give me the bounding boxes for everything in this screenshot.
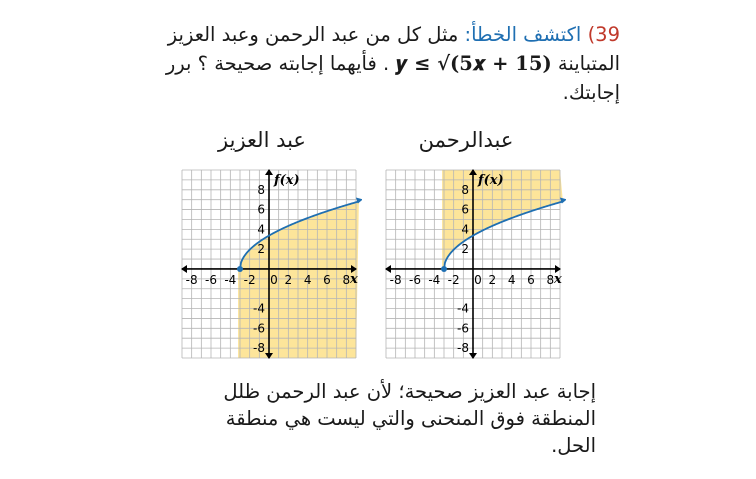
problem-statement bbox=[120, 20, 620, 107]
x-tick-label: -4 bbox=[428, 272, 441, 287]
y-tick-label: -6 bbox=[253, 321, 265, 336]
x-tick-label: -8 bbox=[185, 272, 198, 287]
graph-title-abdulrahman: عبدالرحمن bbox=[418, 128, 514, 152]
problem-text-before: مثل كل من عبد الرحمن وعبد العزيز المتباينة bbox=[167, 23, 620, 75]
answer-text: إجابة عبد العزيز صحيحة؛ لأن عبد الرحمن ظلل المنطقة فوق المنحنى والتي ليست هي منطقة الحل. bbox=[223, 380, 596, 457]
y-tick-label: -8 bbox=[253, 341, 265, 356]
x-tick-label: 4 bbox=[507, 272, 516, 287]
curve-endpoint bbox=[237, 266, 243, 272]
y-tick-label: 6 bbox=[461, 202, 469, 217]
y-tick-label: -4 bbox=[253, 301, 265, 316]
x-tick-label: 4 bbox=[303, 272, 312, 287]
graph-title-abdulaziz: عبد العزيز bbox=[218, 128, 306, 152]
x-tick-label: 0 bbox=[474, 272, 482, 287]
y-tick-label: -8 bbox=[457, 341, 469, 356]
x-tick-label: -8 bbox=[389, 272, 402, 287]
x-tick-label: -6 bbox=[205, 272, 217, 287]
x-tick-label: -2 bbox=[243, 272, 256, 287]
x-tick-label: 2 bbox=[488, 272, 497, 287]
x-tick-label: 2 bbox=[284, 272, 293, 287]
y-tick-label: -6 bbox=[457, 321, 469, 336]
y-tick-label: 8 bbox=[461, 182, 469, 197]
y-tick-label: 2 bbox=[461, 242, 469, 257]
y-axis-label: f(x) bbox=[478, 173, 504, 188]
y-tick-label: 8 bbox=[257, 182, 265, 197]
x-tick-label: 8 bbox=[546, 272, 555, 287]
y-tick-label: 6 bbox=[257, 202, 265, 217]
x-tick-label: 8 bbox=[342, 272, 351, 287]
x-tick-label: -2 bbox=[447, 272, 460, 287]
y-tick-label: 2 bbox=[257, 242, 265, 257]
problem-number: 39) bbox=[587, 23, 620, 46]
problem-label: اكتشف الخطأ: bbox=[464, 23, 582, 46]
x-axis-label: x bbox=[350, 271, 358, 287]
x-tick-label: 6 bbox=[323, 272, 331, 287]
curve-endpoint bbox=[441, 266, 447, 272]
graph-abdulaziz bbox=[176, 166, 362, 362]
y-tick-label: -4 bbox=[457, 301, 469, 316]
y-tick-label: 4 bbox=[461, 222, 469, 237]
y-axis-label: f(x) bbox=[274, 173, 300, 188]
problem-text-after: . فأيهما إجابته صحيحة ؟ برر إجابتك. bbox=[165, 52, 620, 104]
graph-abdulrahman bbox=[380, 166, 566, 362]
x-tick-label: -6 bbox=[409, 272, 421, 287]
inequality: 𝒚 ≤ √(𝟓𝒙 + 𝟏𝟓) bbox=[395, 52, 552, 75]
x-tick-label: -4 bbox=[224, 272, 237, 287]
x-tick-label: 6 bbox=[527, 272, 535, 287]
x-axis-label: x bbox=[554, 271, 562, 287]
x-tick-label: 0 bbox=[270, 272, 278, 287]
y-tick-label: 4 bbox=[257, 222, 265, 237]
